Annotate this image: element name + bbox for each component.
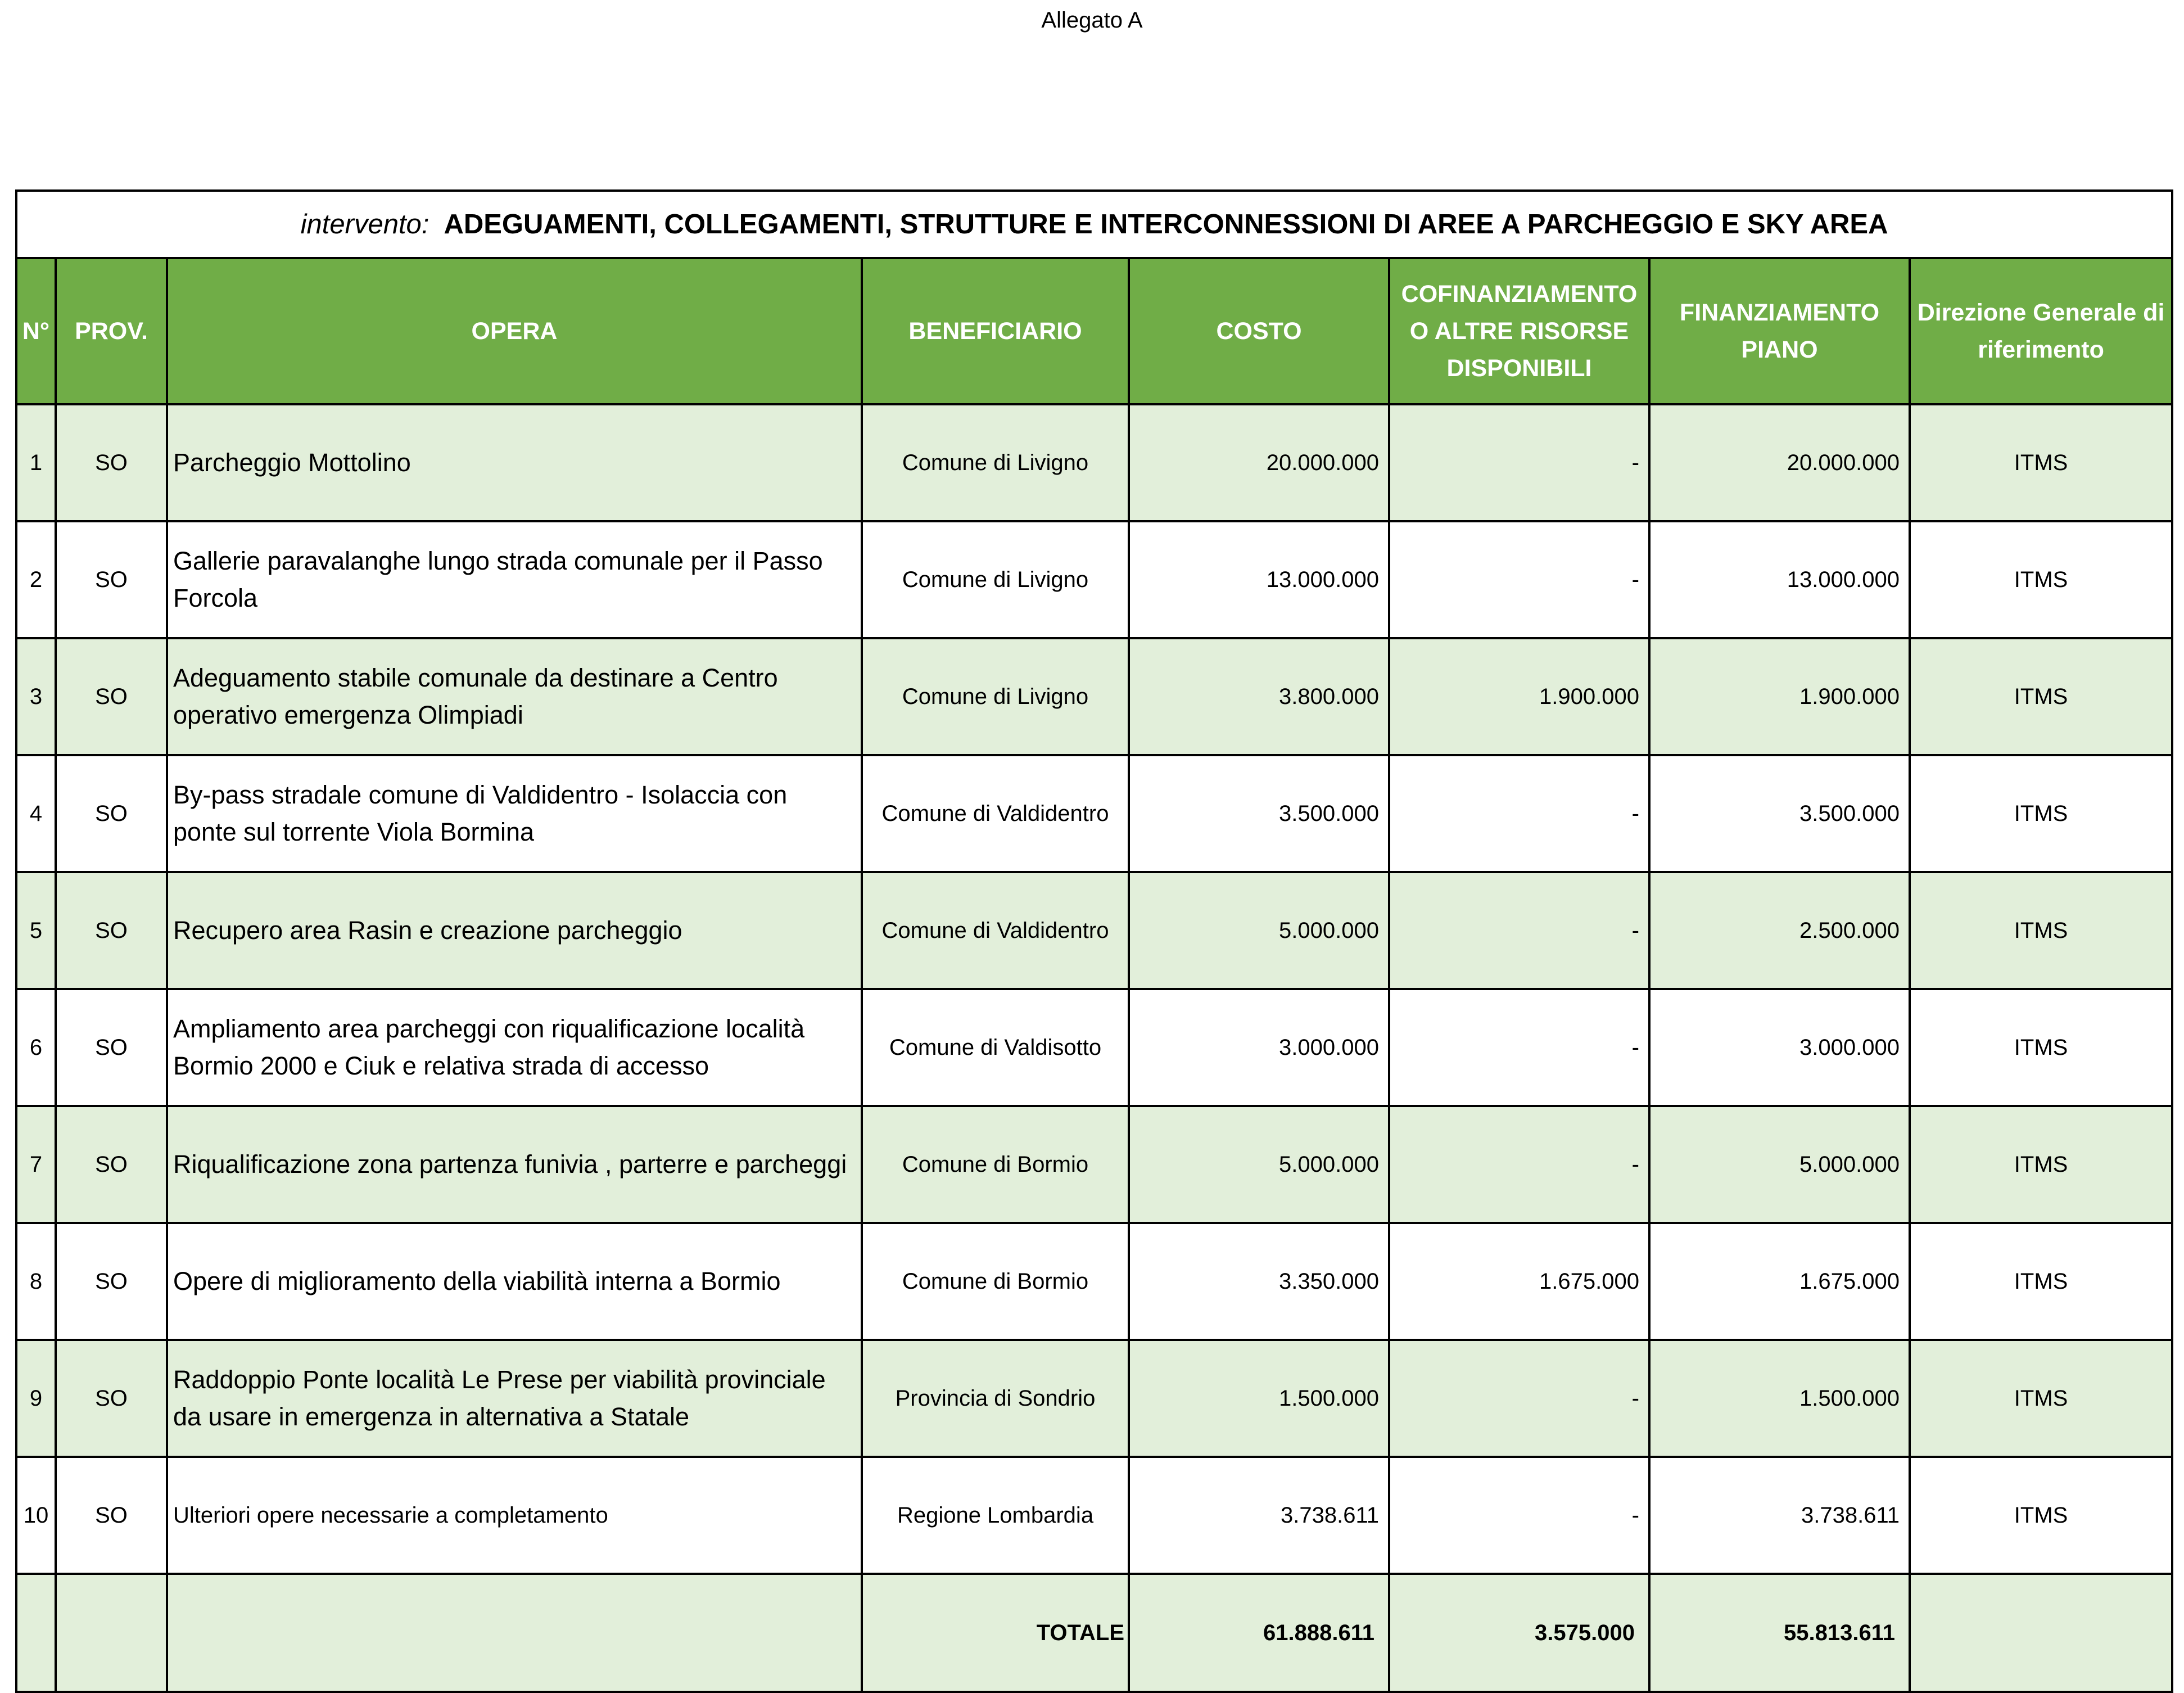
row-number: 6 [16,989,56,1106]
row-costo: 3.350.000 [1129,1223,1389,1340]
table-row [16,1457,2172,1574]
row-beneficiario: Comune di Livigno [862,404,1129,521]
row-number: 2 [16,521,56,638]
total-costo: 61.888.611 [1129,1574,1389,1692]
row-finanziamento: 1.500.000 [1649,1340,1910,1457]
row-beneficiario: Comune di Livigno [862,638,1129,755]
row-direzione: ITMS [1910,755,2172,872]
table-row [16,872,2172,989]
row-opera: Parcheggio Mottolino [167,404,862,521]
column-header-row [16,258,2172,404]
intervento-label: intervento: [300,209,429,240]
row-finanziamento: 1.900.000 [1649,638,1910,755]
table-row [16,1340,2172,1457]
row-opera: By-pass stradale comune di Valdidentro - Isolaccia con ponte sul torrente Viola Bormina [167,755,862,872]
row-prov: SO [56,638,167,755]
row-direzione: ITMS [1910,872,2172,989]
table-row [16,404,2172,521]
row-opera: Riqualificazione zona partenza funivia , parterre e parcheggi [167,1106,862,1223]
row-direzione: ITMS [1910,1223,2172,1340]
row-number: 4 [16,755,56,872]
row-prov: SO [56,521,167,638]
intervento-name: ADEGUAMENTI, COLLEGAMENTI, STRUTTURE E INTERCONNESSIONI DI AREE A PARCHEGGIO E SKY AREA [444,209,1888,240]
row-prov: SO [56,989,167,1106]
row-beneficiario: Comune di Livigno [862,521,1129,638]
row-finanziamento: 1.675.000 [1649,1223,1910,1340]
row-costo: 3.800.000 [1129,638,1389,755]
row-finanziamento: 3.000.000 [1649,989,1910,1106]
row-costo: 3.738.611 [1129,1457,1389,1574]
table-row [16,989,2172,1106]
header-num: N° [16,258,56,404]
row-beneficiario: Regione Lombardia [862,1457,1129,1574]
row-cofinanziamento: 1.675.000 [1389,1223,1649,1340]
row-cofinanziamento: - [1389,404,1649,521]
row-cofinanziamento: 1.900.000 [1389,638,1649,755]
total-finanziamento: 55.813.611 [1649,1574,1910,1692]
row-costo: 20.000.000 [1129,404,1389,521]
row-costo: 13.000.000 [1129,521,1389,638]
row-number: 8 [16,1223,56,1340]
total-row [16,1574,2172,1692]
row-prov: SO [56,755,167,872]
row-costo: 5.000.000 [1129,1106,1389,1223]
row-opera: Opere di miglioramento della viabilità interna a Bormio [167,1223,862,1340]
row-direzione: ITMS [1910,404,2172,521]
header-opera: OPERA [167,258,862,404]
row-direzione: ITMS [1910,1340,2172,1457]
row-direzione: ITMS [1910,989,2172,1106]
row-number: 7 [16,1106,56,1223]
row-cofinanziamento: - [1389,1340,1649,1457]
row-opera: Ampliamento area parcheggi con riqualificazione località Bormio 2000 e Ciuk e relativa strada di accesso [167,989,862,1106]
row-beneficiario: Comune di Valdidentro [862,755,1129,872]
row-costo: 1.500.000 [1129,1340,1389,1457]
row-cofinanziamento: - [1389,1457,1649,1574]
row-cofinanziamento: - [1389,872,1649,989]
total-empty-direzione [1910,1574,2172,1692]
row-finanziamento: 13.000.000 [1649,521,1910,638]
row-finanziamento: 2.500.000 [1649,872,1910,989]
row-number: 5 [16,872,56,989]
row-beneficiario: Comune di Bormio [862,1223,1129,1340]
row-cofinanziamento: - [1389,521,1649,638]
title-row [16,191,2172,258]
row-opera: Raddoppio Ponte località Le Prese per viabilità provinciale da usare in emergenza in alternativa a Statale [167,1340,862,1457]
row-beneficiario: Comune di Bormio [862,1106,1129,1223]
table-row [16,521,2172,638]
total-empty-num [16,1574,56,1692]
row-prov: SO [56,1340,167,1457]
row-prov: SO [56,872,167,989]
table-row [16,638,2172,755]
row-direzione: ITMS [1910,521,2172,638]
row-opera: Ulteriori opere necessarie a completamento [167,1457,862,1574]
header-costo: COSTO [1129,258,1389,404]
header-prov: PROV. [56,258,167,404]
row-costo: 3.000.000 [1129,989,1389,1106]
row-costo: 5.000.000 [1129,872,1389,989]
table-row [16,755,2172,872]
intervento-title [16,191,2172,258]
total-label: TOTALE [862,1574,1129,1692]
row-opera: Gallerie paravalanghe lungo strada comunale per il Passo Forcola [167,521,862,638]
total-cofinanziamento: 3.575.000 [1389,1574,1649,1692]
row-direzione: ITMS [1910,638,2172,755]
row-finanziamento: 3.738.611 [1649,1457,1910,1574]
row-number: 3 [16,638,56,755]
row-prov: SO [56,1106,167,1223]
row-cofinanziamento: - [1389,755,1649,872]
total-empty-prov [56,1574,167,1692]
table-row [16,1223,2172,1340]
row-finanziamento: 3.500.000 [1649,755,1910,872]
row-prov: SO [56,404,167,521]
row-opera: Adeguamento stabile comunale da destinare a Centro operativo emergenza Olimpiadi [167,638,862,755]
header-beneficiario: BENEFICIARIO [862,258,1129,404]
row-finanziamento: 20.000.000 [1649,404,1910,521]
header-finanziamento: FINANZIAMENTO PIANO [1649,258,1910,404]
row-number: 1 [16,404,56,521]
row-cofinanziamento: - [1389,1106,1649,1223]
row-direzione: ITMS [1910,1106,2172,1223]
header-direzione: Direzione Generale di riferimento [1910,258,2172,404]
row-beneficiario: Comune di Valdidentro [862,872,1129,989]
header-cofinanziamento: COFINANZIAMENTO O ALTRE RISORSE DISPONIBILI [1389,258,1649,404]
row-opera: Recupero area Rasin e creazione parcheggio [167,872,862,989]
row-cofinanziamento: - [1389,989,1649,1106]
interventions-table [15,189,2173,1693]
row-prov: SO [56,1457,167,1574]
row-beneficiario: Provincia di Sondrio [862,1340,1129,1457]
row-number: 9 [16,1340,56,1457]
total-empty-opera [167,1574,862,1692]
row-beneficiario: Comune di Valdisotto [862,989,1129,1106]
row-number: 10 [16,1457,56,1574]
row-finanziamento: 5.000.000 [1649,1106,1910,1223]
document-heading: Allegato A [1041,8,1143,33]
table-row [16,1106,2172,1223]
row-prov: SO [56,1223,167,1340]
row-direzione: ITMS [1910,1457,2172,1574]
row-costo: 3.500.000 [1129,755,1389,872]
